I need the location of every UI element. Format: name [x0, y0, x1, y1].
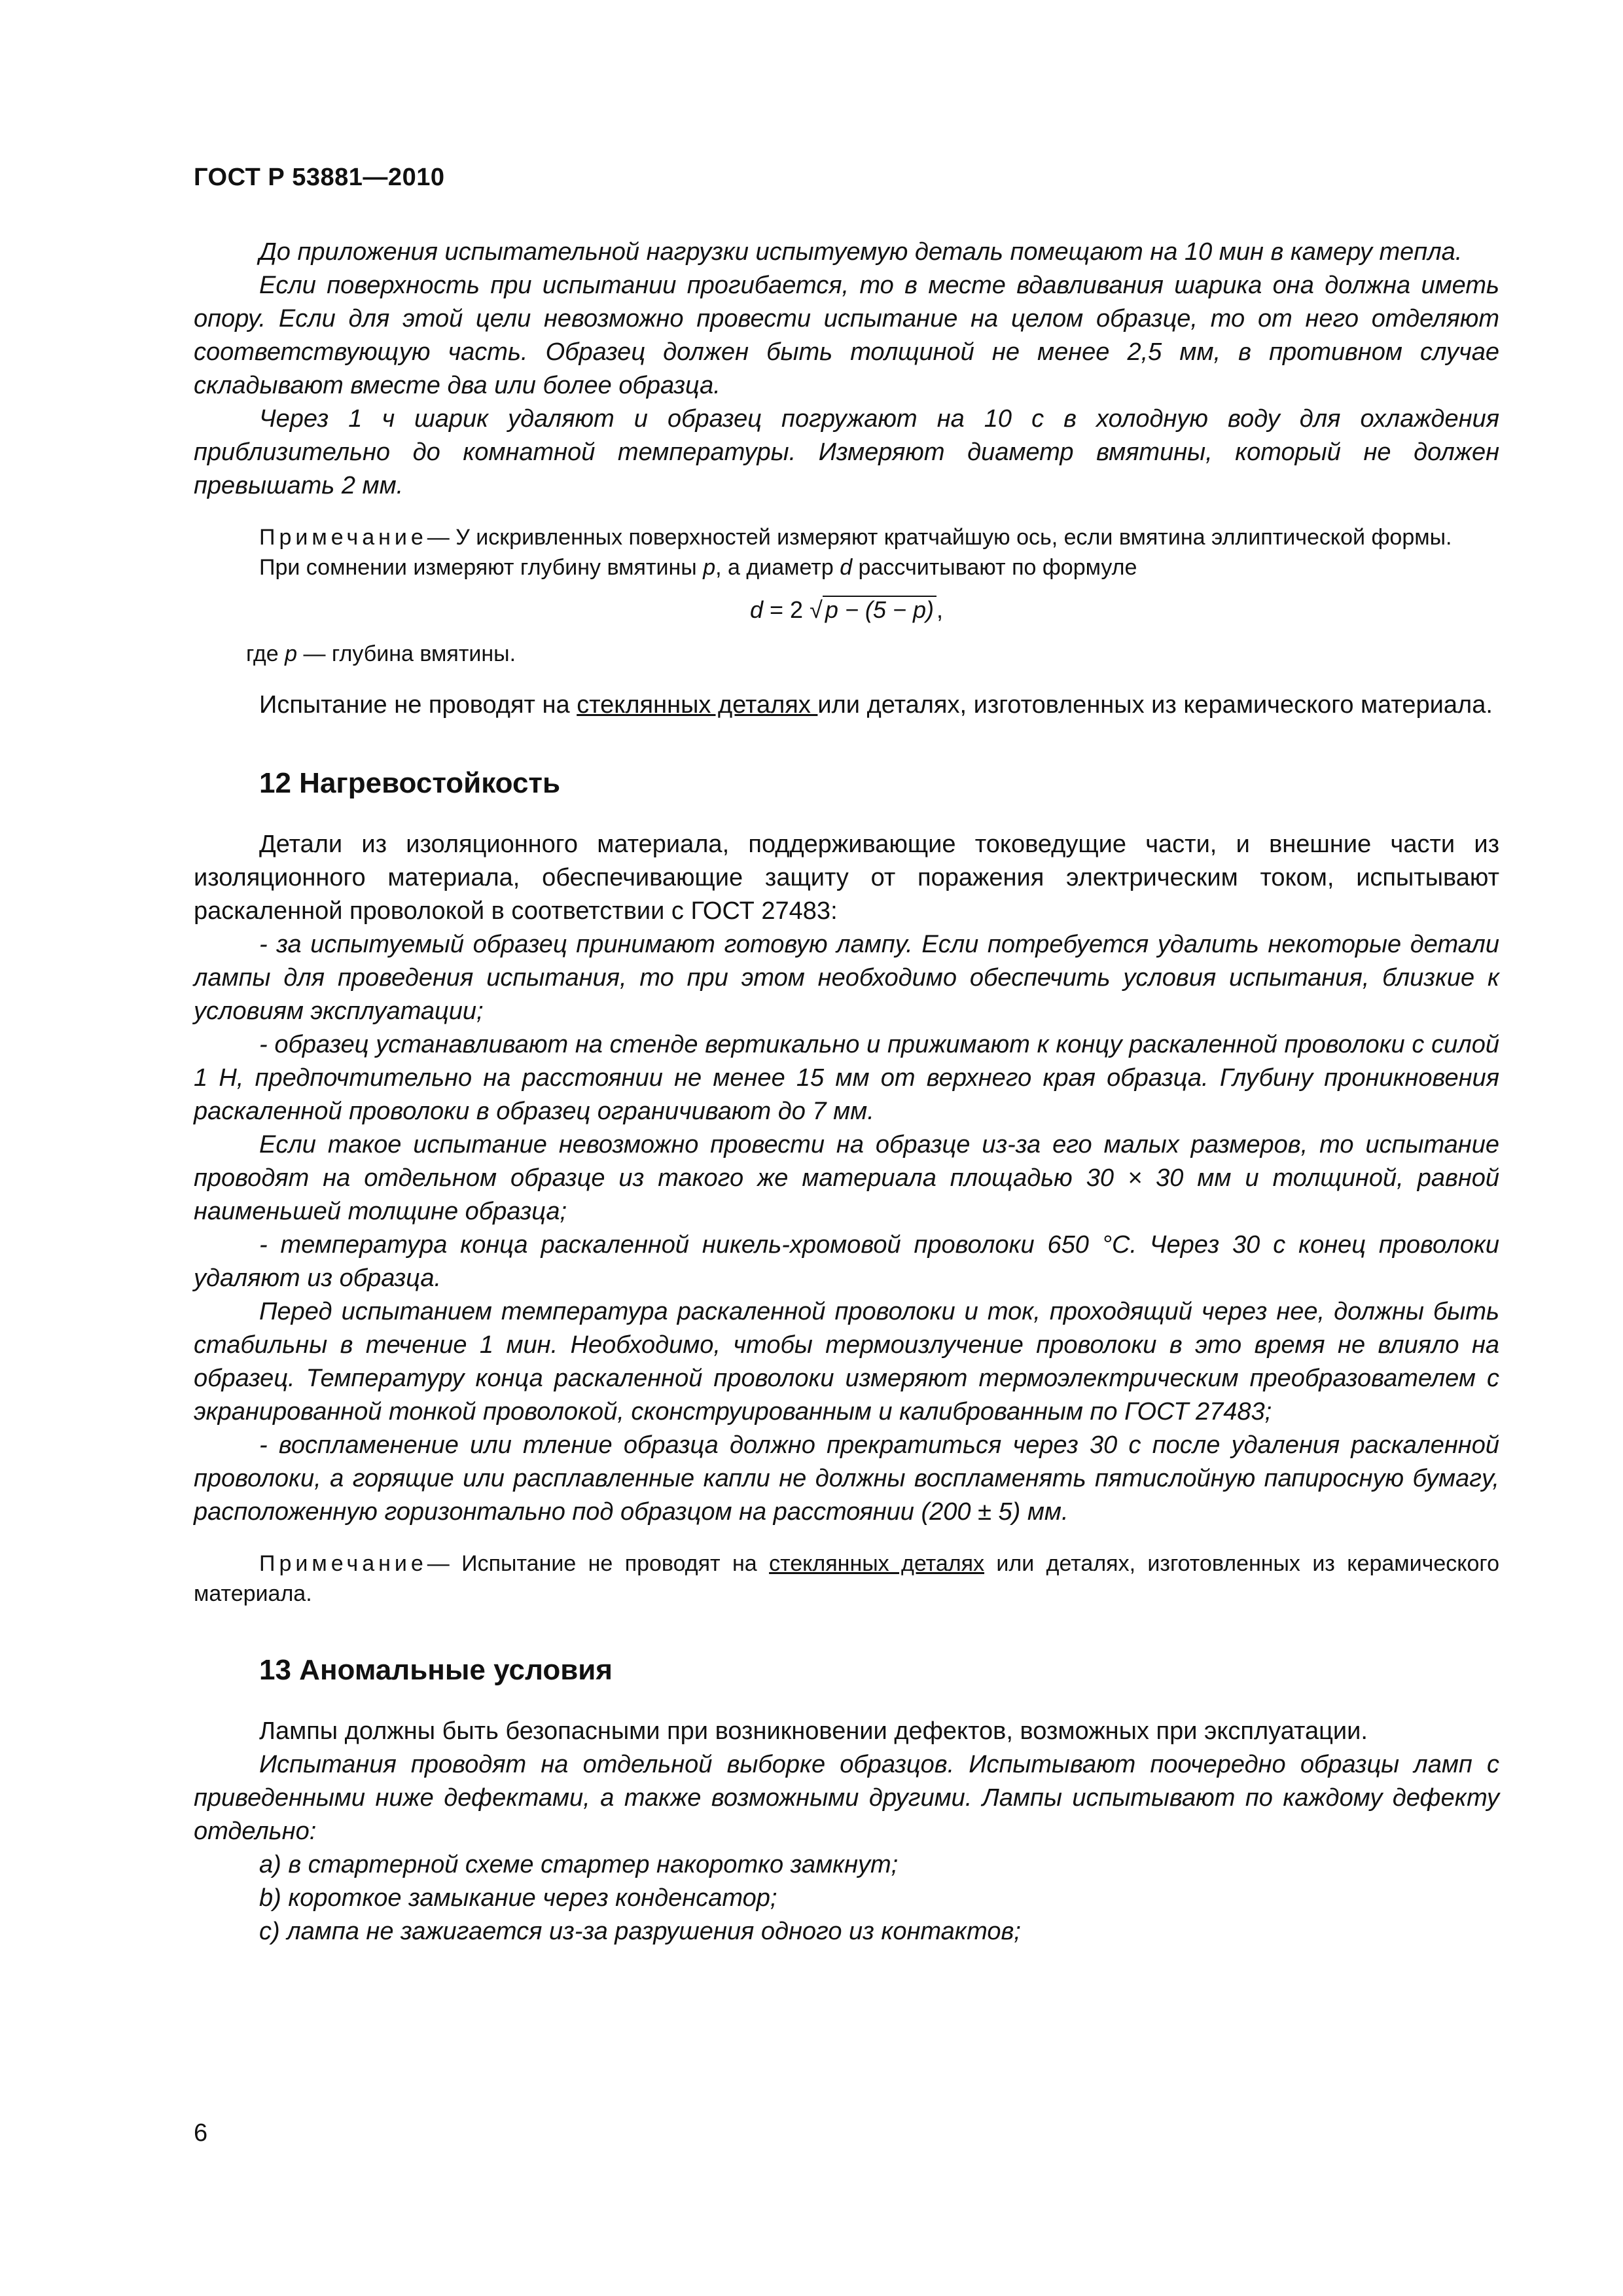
paragraph: Через 1 ч шарик удаляют и образец погружают на 10 с в холодную воду для охлаждения приблизительно до комнатной температуры. Измеряют диаметр вмятины, который не должен превышать 2 мм.	[194, 405, 1499, 499]
text-part: или деталях, изготовленных из керамического материала.	[817, 691, 1493, 719]
note-text-part: При сомнении измеряют глубину вмятины	[259, 555, 704, 580]
legend-prefix: где	[246, 641, 285, 666]
note-label: Примечание	[259, 1551, 427, 1576]
paragraph: Если поверхность при испытании прогибается, то в месте вдавливания шарика она должна иметь опору. Если для этой цели невозможно провести испытание на целом образце, то от него отделяют соответствующую часть. Образец должен быть толщиной не менее 2,5 мм, в противном случае складывают вместе два или более образца.	[194, 272, 1499, 399]
variable-d: d	[840, 555, 853, 580]
paragraph: Если такое испытание невозможно провести на образце из-за его малых размеров, то испытание проводят на отдельном образце из такого же материала площадью 30 × 30 мм и толщиной, равной наименьшей толщине образца;	[194, 1131, 1499, 1225]
list-item: - температура конца раскаленной никель-хромовой проволоки 650 °С. Через 30 с конец проволоки удаляют из образца.	[194, 1231, 1499, 1292]
list-item: - за испытуемый образец принимают готовую лампу. Если потребуется удалить некоторые детали лампы для проведения испытания, то при этом необходимо обеспечить условия испытания, близкие к условиям эксплуатации;	[194, 931, 1499, 1025]
list-item: - воспламенение или тление образца должно прекратиться через 30 с после удаления раскаленной проволоки, а горящие или расплавленные капли не должны воспламенять пятислойную папиросную бумагу, расположенную горизонтально под образцом на расстоянии (200 ± 5) мм.	[194, 1431, 1499, 1526]
note-continuation	[194, 552, 1499, 583]
text-part: Испытание не проводят на	[259, 691, 577, 719]
note-text-part: — Испытание не проводят на	[427, 1551, 770, 1576]
paragraph: Лампы должны быть безопасными при возникновении дефектов, возможных при эксплуатации.	[259, 1717, 1368, 1745]
paragraph	[194, 689, 1499, 722]
formula	[194, 590, 1499, 630]
paragraph: До приложения испытательной нагрузки испытуемую деталь помещают на 10 мин в камеру тепла.	[259, 238, 1463, 266]
document-header: ГОСТ Р 53881—2010	[194, 164, 445, 191]
formula-middle: = 2	[763, 596, 810, 623]
formula-end: ,	[936, 596, 943, 623]
section-heading: 12 Нагревостойкость	[259, 767, 561, 799]
note-text-part: рассчитывают по формуле	[852, 555, 1137, 580]
note-label: Примечание	[259, 525, 427, 550]
list-item: b) короткое замыкание через конденсатор;	[259, 1884, 777, 1912]
note	[194, 1549, 1499, 1609]
formula-radicand: p − (5 − p)	[823, 596, 936, 623]
underlined-term: стеклянных деталях	[577, 691, 818, 719]
formula-lhs: d	[750, 596, 764, 623]
legend-text: — глубина вмятины.	[297, 641, 516, 666]
variable-p: p	[703, 555, 716, 580]
underlined-term: стеклянных деталях	[769, 1551, 985, 1576]
legend-variable: p	[285, 641, 297, 666]
list-item: - образец устанавливают на стенде вертикально и прижимают к концу раскаленной проволоки с силой 1 Н, предпочтительно на расстоянии не менее 15 мм от верхнего края образца. Глубину проникновения раскаленной проволоки в образец ограничивают до 7 мм.	[194, 1031, 1499, 1125]
section-heading: 13 Аномальные условия	[259, 1654, 613, 1686]
list-item: с) лампа не зажигается из-за разрушения одного из контактов;	[259, 1918, 1021, 1945]
note	[194, 522, 1499, 552]
paragraph: Испытания проводят на отдельной выборке образцов. Испытывают поочередно образцы ламп с приведенными ниже дефектами, а также возможными другими. Лампы испытывают по каждому дефекту отдельно:	[194, 1751, 1499, 1845]
note-text: — У искривленных поверхностей измеряют кратчайшую ось, если вмятина эллиптической формы.	[427, 525, 1452, 550]
sqrt-sign: √	[810, 596, 823, 623]
note-text-part: , а диаметр	[715, 555, 840, 580]
list-item: а) в стартерной схеме стартер накоротко замкнут;	[259, 1851, 899, 1878]
page-content	[194, 236, 1499, 1948]
formula-legend	[194, 639, 1499, 669]
paragraph: Перед испытанием температура раскаленной проволоки и ток, проходящий через нее, должны быть стабильны в течение 1 мин. Необходимо, чтобы термоизлучение проволоки в это время не влияло на образец. Температуру конца раскаленной проволоки измеряют термоэлектрическим преобразователем с экранированной тонкой проволокой, сконструированным и калиброванным по ГОСТ 27483;	[194, 1298, 1499, 1426]
note-text-part: или деталях, изготовленных из керамического материала.	[194, 1551, 1499, 1606]
page-number: 6	[194, 2119, 208, 2147]
paragraph: Детали из изоляционного материала, поддерживающие токоведущие части, и внешние части из изоляционного материала, обеспечивающие защиту от поражения электрическим током, испытывают раскаленной проволокой в соответствии с ГОСТ 27483:	[194, 831, 1499, 925]
